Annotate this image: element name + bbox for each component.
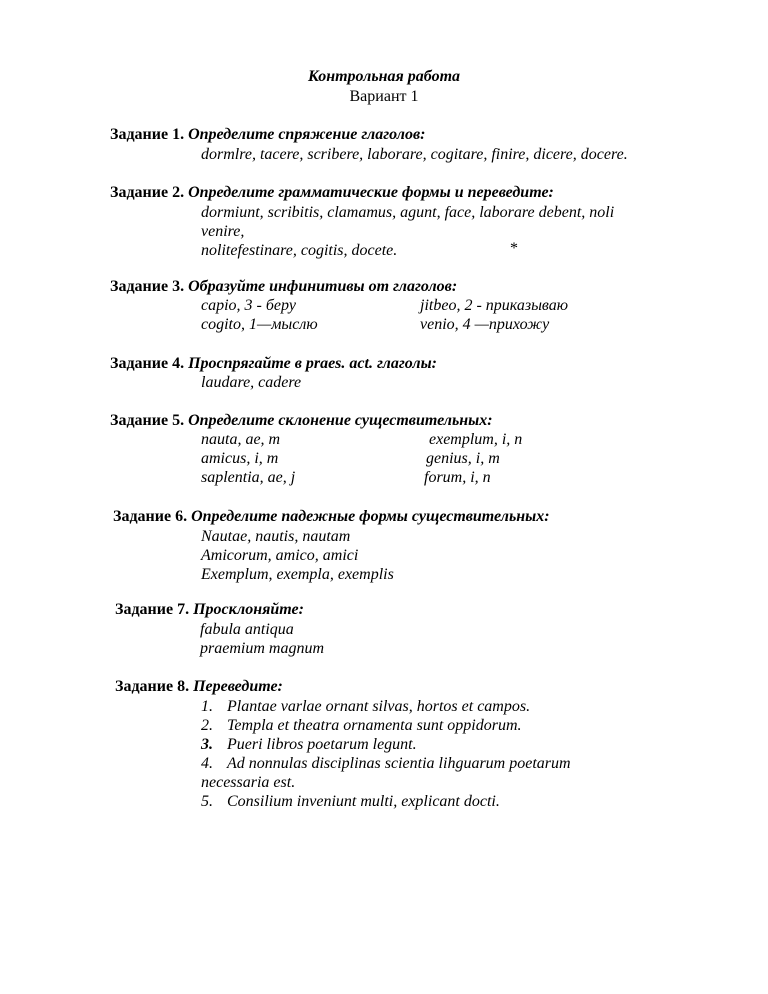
item-number: 2. (201, 717, 213, 734)
task-title: Определите склонение существительных: (188, 412, 493, 429)
task-line: dormiunt, scribitis, clamamus, agunt, face, laborare debent, noli (201, 204, 615, 221)
task-line: Nautae, nautis, nautam (201, 528, 351, 545)
translation-item (201, 697, 530, 716)
task-title: Определите грамматические формы и переведите: (188, 184, 554, 201)
noun-left: nauta, ae, m (201, 431, 281, 448)
verb-left: cogito, 1—мыслю (201, 316, 318, 333)
task-heading (110, 277, 457, 296)
translation-item-continuation (201, 773, 295, 792)
task-title: Определите спряжение глаголов: (188, 126, 426, 143)
item-number: 5. (201, 793, 213, 810)
task-line: Exemplum, exempla, exemplis (201, 566, 394, 583)
task-label: Задание 5. (110, 412, 185, 429)
task-line: Amicorum, amico, amici (201, 547, 359, 564)
noun-left: saplentia, ae, j (201, 469, 296, 486)
item-text: Ad nonnulas disciplinas scientia lihguarum poetarum (227, 755, 571, 772)
task-label: Задание 3. (110, 278, 185, 295)
task-line: fabula antiqua (200, 621, 294, 638)
task-heading (110, 354, 437, 373)
item-text: Plantae varlae ornant silvas, hortos et campos. (227, 698, 531, 715)
noun-right: forum, i, n (424, 469, 491, 486)
noun-right: genius, i, m (426, 450, 500, 467)
verb-right: venio, 4 —прихожу (420, 316, 550, 333)
task-line: laudare, cadere (201, 374, 302, 391)
task-title: Просклоняйте: (193, 601, 304, 618)
task-title: Проспрягайте в praes. act. глаголы: (188, 355, 437, 372)
task-label: Задание 6. (113, 508, 188, 525)
task-title: Образуйте инфинитивы от глаголов: (188, 278, 458, 295)
item-text: necessaria est. (201, 774, 296, 791)
verb-right: jitbeo, 2 - приказываю (420, 297, 569, 314)
task-heading (115, 677, 283, 696)
task-label: Задание 8. (115, 678, 190, 695)
task-line: nolitefestinare, cogitis, docete. (201, 242, 398, 259)
item-number: 4. (201, 755, 213, 772)
task-label: Задание 7. (115, 601, 190, 618)
translation-item (201, 792, 500, 811)
item-text: Pueri libros poetarum legunt. (227, 736, 417, 753)
task-heading (110, 125, 425, 144)
task-title: Определите падежные формы существительных: (191, 508, 550, 525)
item-number: 3. (201, 736, 213, 753)
task-line: praemium magnum (200, 640, 324, 657)
task-line: dormlre, tacere, scribere, laborare, cogitare, finire, dicere, docere. (201, 146, 628, 163)
task-heading (115, 600, 304, 619)
noun-left: amicus, i, m (201, 450, 279, 467)
task-label: Задание 4. (110, 355, 185, 372)
item-text: Consilium inveniunt multi, explicant docti. (227, 793, 500, 810)
item-text: Templa et theatra ornamenta sunt oppidorum. (227, 717, 522, 734)
translation-item (201, 735, 417, 754)
task-title: Переведите: (193, 678, 283, 695)
variant-label: Вариант 1 (349, 88, 419, 105)
noun-right: exemplum, i, n (429, 431, 523, 448)
task-label: Задание 1. (110, 126, 185, 143)
translation-item (201, 754, 571, 773)
task-line: venire, (201, 223, 245, 240)
task-label: Задание 2. (110, 184, 185, 201)
task-heading (110, 183, 554, 202)
task-heading (113, 507, 550, 526)
asterisk-mark: * (510, 240, 518, 257)
task-heading (110, 411, 493, 430)
verb-left: capio, 3 - беру (201, 297, 296, 314)
document-title: Контрольная работа (307, 68, 461, 85)
translation-item (201, 716, 522, 735)
item-number: 1. (201, 698, 213, 715)
